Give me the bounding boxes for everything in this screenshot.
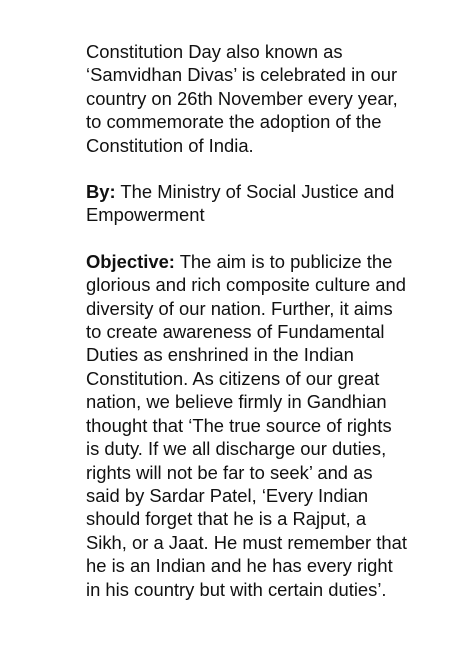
- objective-text: The aim is to publicize the: [174, 250, 393, 272]
- text-line: diversity of our nation. Further, it aims: [86, 297, 393, 319]
- text-line: should forget that he is a Rajput, a: [86, 508, 367, 530]
- text-line: Duties as enshrined in the Indian: [86, 344, 354, 366]
- text-line: said by Sardar Patel, ‘Every Indian: [86, 484, 369, 506]
- text-line: nation, we believe firmly in Gandhian: [86, 391, 387, 413]
- text-line: ‘Samvidhan Divas’ is celebrated in our: [86, 64, 398, 86]
- text-line: in his country but with certain duties’.: [86, 578, 387, 600]
- text-line: Empowerment: [86, 204, 205, 226]
- objective-label: Objective:: [86, 250, 175, 272]
- text-line: to commemorate the adoption of the: [86, 111, 382, 133]
- text-line: Constitution Day also known as: [86, 41, 343, 62]
- text-line: Constitution. As citizens of our great: [86, 367, 380, 389]
- text-line: Sikh, or a Jaat. He must remember that: [86, 531, 407, 553]
- objective-paragraph: [86, 250, 466, 601]
- text-line: to create awareness of Fundamental: [86, 321, 385, 343]
- text-line: [86, 250, 466, 273]
- document-page: [86, 40, 466, 601]
- text-line: glorious and rich composite culture and: [86, 274, 406, 296]
- text-line: he is an Indian and he has every right: [86, 555, 393, 577]
- intro-paragraph: [86, 40, 466, 157]
- text-line: rights will not be far to seek’ and as: [86, 461, 373, 483]
- text-line: Constitution of India.: [86, 134, 254, 156]
- by-paragraph: [86, 180, 466, 227]
- text-line: country on 26th November every year,: [86, 87, 398, 109]
- by-label: By:: [86, 181, 116, 203]
- text-line: [86, 180, 466, 203]
- text-line: is duty. If we all discharge our duties,: [86, 438, 387, 460]
- by-text: The Ministry of Social Justice and: [115, 181, 395, 203]
- text-line: thought that ‘The true source of rights: [86, 414, 392, 436]
